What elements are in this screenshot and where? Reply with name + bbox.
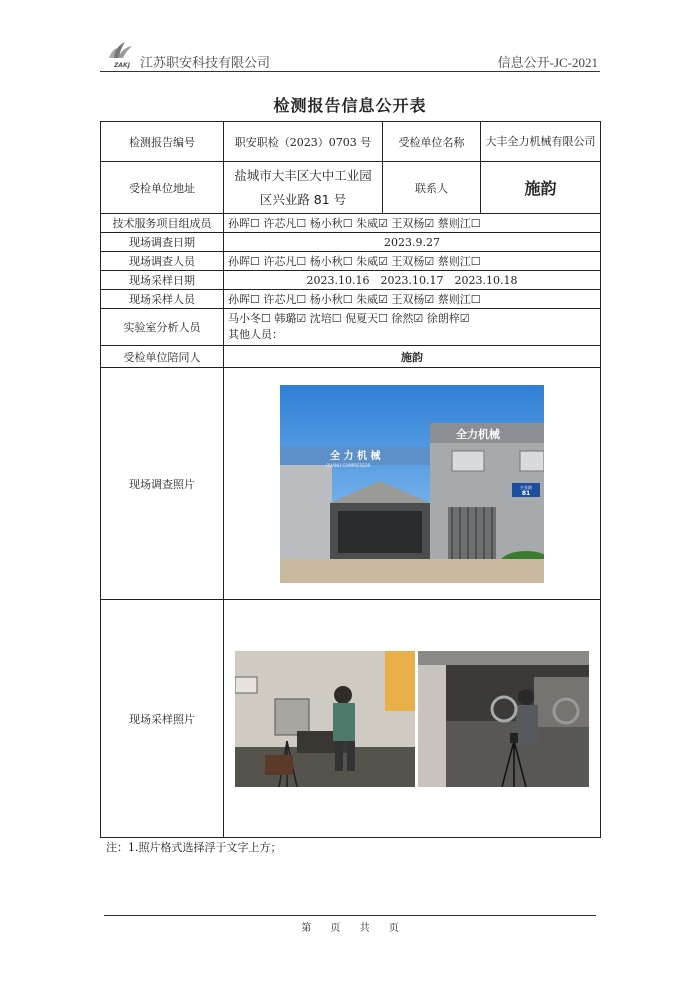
sampling-photo-label: 现场采样照片 (101, 600, 224, 838)
contact-value: 施韵 (481, 162, 601, 214)
address-line-2: 区兴业路 81 号 (259, 191, 347, 207)
contact-label: 联系人 (383, 162, 481, 214)
building-sign-text: 全力机械 (456, 427, 500, 441)
samplers-value: 孙晖☐ 许芯凡☐ 杨小秋☐ 朱威☑ 王双杨☑ 蔡则江☐ (224, 290, 601, 309)
factory-photo-image (280, 385, 544, 583)
table-row (101, 162, 601, 214)
surveyors-label: 现场调查人员 (101, 252, 224, 271)
table-row (101, 214, 601, 233)
address-value (224, 162, 383, 214)
table-row (101, 368, 601, 600)
page-header (100, 36, 600, 72)
footnote: 注：1.照片格式选择浮于文字上方； (106, 841, 282, 854)
sampling-photo-right-image (418, 651, 589, 787)
lab-line-1: 马小冬☐ 韩璐☑ 沈培☐ 倪夏天☐ 徐然☑ 徐朗梓☑ (228, 312, 470, 325)
survey-date-label: 现场调查日期 (101, 233, 224, 252)
team-value: 孙晖☐ 许芯凡☐ 杨小秋☐ 朱威☑ 王双杨☑ 蔡则江☐ (224, 214, 601, 233)
survey-photo-label: 现场调查照片 (101, 368, 224, 600)
sampling-photo-left-image (235, 651, 415, 787)
table-row (101, 233, 601, 252)
table-row (101, 122, 601, 162)
client-label: 受检单位名称 (383, 122, 481, 162)
team-label: 技术服务项目组成员 (101, 214, 224, 233)
factory-sign-subtext: QUANLI COMPRESSOR (326, 462, 371, 468)
table-row (101, 290, 601, 309)
table-row (101, 346, 601, 368)
sampling-date-label: 现场采样日期 (101, 271, 224, 290)
sampling-photo-cell (224, 600, 601, 838)
lab-value (224, 309, 601, 346)
document-code: 信息公开-JC-2021 (497, 55, 598, 70)
survey-date-value: 2023.9.27 (224, 233, 601, 252)
company-name: 江苏职安科技有限公司 (140, 56, 271, 71)
report-no-label: 检测报告编号 (101, 122, 224, 162)
survey-photo (280, 385, 544, 583)
survey-photo-cell (224, 368, 601, 600)
client-value: 大丰全力机械有限公司 (481, 122, 601, 162)
lab-label: 实验室分析人员 (101, 309, 224, 346)
surveyors-value: 孙晖☐ 许芯凡☐ 杨小秋☐ 朱威☑ 王双杨☑ 蔡则江☐ (224, 252, 601, 271)
factory-sign-text: 全 力 机 械 (330, 450, 381, 462)
page-footer: 第 页 共 页 (301, 923, 399, 934)
samplers-label: 现场采样人员 (101, 290, 224, 309)
company-logo-icon (105, 36, 139, 70)
escort-value: 施韵 (224, 346, 601, 368)
table-row (101, 252, 601, 271)
table-row (101, 271, 601, 290)
footer-divider (104, 915, 596, 916)
street-plate-number: 81 (521, 489, 531, 497)
escort-label: 受检单位陪同人 (101, 346, 224, 368)
table-row (101, 309, 601, 346)
sampling-photos (235, 651, 589, 787)
address-line-1: 盐城市大丰区大中工业园 (234, 167, 372, 183)
page-title: 检测报告信息公开表 (273, 96, 427, 115)
table-row (101, 600, 601, 838)
info-table (100, 121, 601, 838)
address-label: 受检单位地址 (101, 162, 224, 214)
lab-line-2: 其他人员： (228, 328, 283, 341)
sampling-date-value: 2023.10.16 2023.10.17 2023.10.18 (224, 271, 601, 290)
logo-text: ZAKJ (114, 62, 130, 69)
report-no-value: 职安职检（2023）0703 号 (224, 122, 383, 162)
street-plate-top: 兴业路 (520, 484, 532, 490)
